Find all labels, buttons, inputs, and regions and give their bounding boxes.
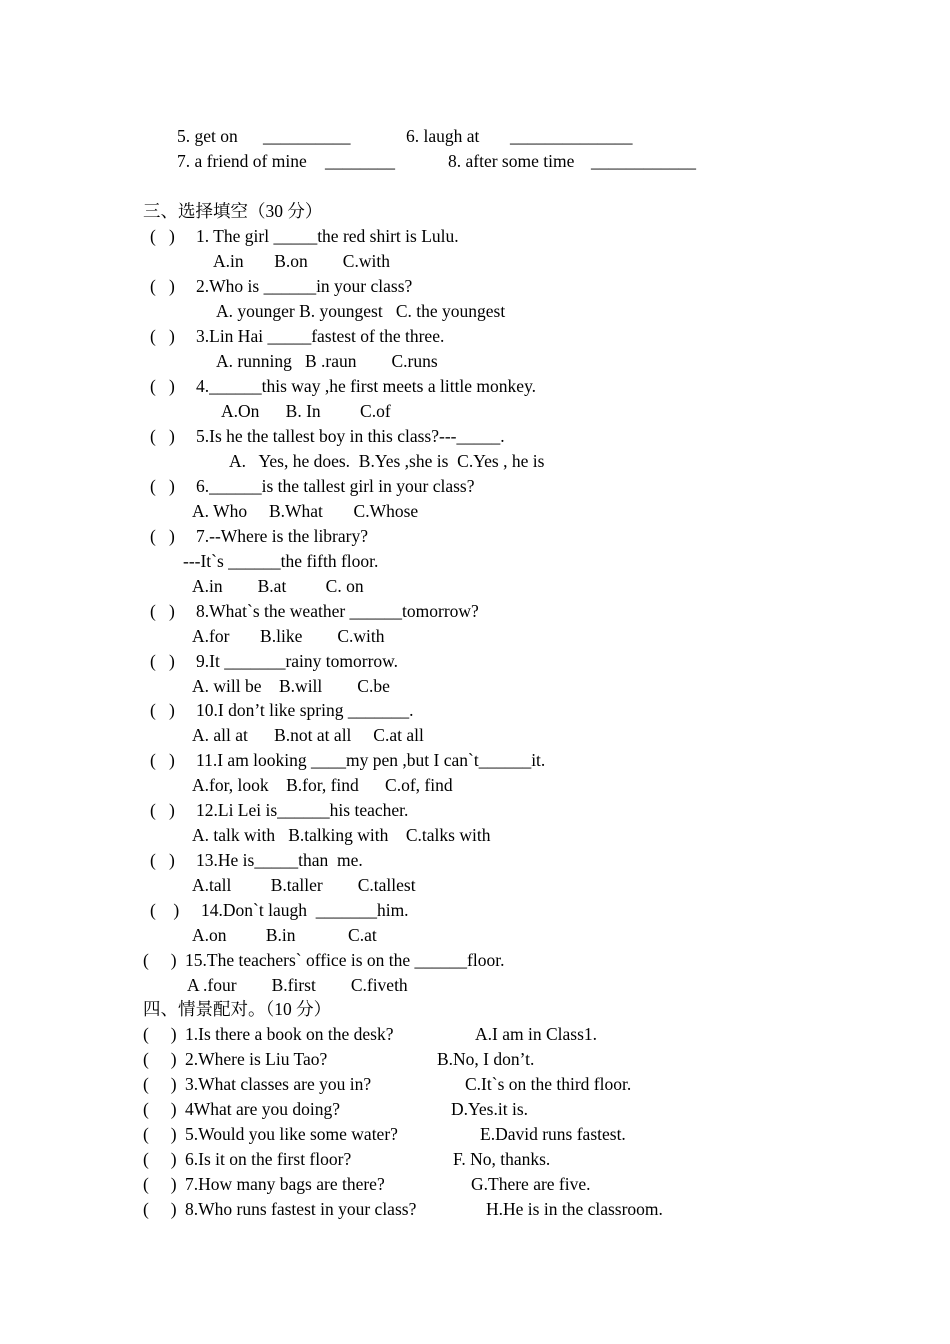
answer-paren: ( ) [143,1049,177,1069]
question-stem: 8.What`s the weather ______tomorrow? [196,601,479,621]
section4-title: 四、情景配对。（10 分） [143,999,332,1019]
question-options: A.in B.on C.with [213,251,390,271]
answer-paren: ( ) [150,476,175,496]
question-continuation: ---It`s ______the fifth floor. [183,551,379,571]
answer-paren: ( ) [143,950,177,970]
question-stem: 1. The girl _____the red shirt is Lulu. [196,226,459,246]
question-options: A. talk with B.talking with C.talks with [192,825,491,845]
match-question: 3.What classes are you in? [185,1074,372,1094]
answer-paren: ( ) [150,850,175,870]
answer-paren: ( ) [150,326,175,346]
match-answer: C.It`s on the third floor. [465,1074,632,1094]
question-stem: 6.______is the tallest girl in your class? [196,476,475,496]
answer-paren: ( ) [150,226,175,246]
question-options: A. all at B.not at all C.at all [192,725,424,745]
answer-paren: ( ) [143,1024,177,1044]
answer-paren: ( ) [143,1074,177,1094]
match-answer: D.Yes.it is. [451,1099,528,1119]
match-answer: F. No, thanks. [453,1149,551,1169]
answer-paren: ( ) [150,426,175,446]
match-answer: B.No, I don’t. [437,1049,535,1069]
answer-paren: ( ) [143,1199,177,1219]
answer-paren: ( ) [150,750,175,770]
question-stem: 12.Li Lei is______his teacher. [196,800,409,820]
question-options: A. Who B.What C.Whose [192,501,419,521]
question-stem: 13.He is_____than me. [196,850,363,870]
question-options: A. Yes, he does. B.Yes ,she is C.Yes , he is [229,451,545,471]
question-options: A.on B.in C.at [192,925,377,945]
answer-paren: ( ) [150,376,175,396]
match-answer: H.He is in the classroom. [486,1199,663,1219]
question-stem: 11.I am looking ____my pen ,but I can`t______it. [196,750,546,770]
phrase-number: 6. [406,126,420,146]
phrase-blank: ______________ [510,126,633,146]
answer-paren: ( ) [150,601,175,621]
question-options: A. will be B.will C.be [192,676,390,696]
answer-paren: ( ) [143,1124,177,1144]
phrase-number: 5. [177,126,191,146]
phrase-5 [177,126,238,146]
match-question: 8.Who runs fastest in your class? [185,1199,417,1219]
match-question: 7.How many bags are there? [185,1174,385,1194]
question-options: A.tall B.taller C.tallest [192,875,416,895]
phrase-6 [406,126,479,146]
question-stem: 5.Is he the tallest boy in this class?---_____. [196,426,505,446]
match-answer: E.David runs fastest. [480,1124,626,1144]
phrase-text: get on [194,126,238,146]
question-stem: 4.______this way ,he first meets a little monkey. [196,376,537,396]
phrase-number: 8. [448,151,462,171]
match-answer: A.I am in Class1. [475,1024,598,1044]
question-options: A.for B.like C.with [192,626,385,646]
section3-title: 三、选择填空（30 分） [143,201,323,221]
match-question: 5.Would you like some water? [185,1124,398,1144]
question-stem: 14.Don`t laugh _______him. [201,900,409,920]
answer-paren: ( ) [150,526,175,546]
answer-paren: ( ) [150,276,175,296]
question-stem: 10.I don’t like spring _______. [196,700,414,720]
question-options: A.On B. In C.of [221,401,391,421]
answer-paren: ( ) [150,900,180,920]
question-options: A. running B .raun C.runs [216,351,438,371]
phrase-text: laugh at [423,126,480,146]
answer-paren: ( ) [143,1174,177,1194]
answer-paren: ( ) [150,651,175,671]
phrase-blank: __________ [263,126,351,146]
match-question: 2.Where is Liu Tao? [185,1049,328,1069]
question-options: A .four B.first C.fiveth [187,975,408,995]
answer-paren: ( ) [150,800,175,820]
phrase-blank: ________ [325,151,395,171]
question-stem: 9.It _______rainy tomorrow. [196,651,399,671]
question-options: A.in B.at C. on [192,576,364,596]
question-stem: 3.Lin Hai _____fastest of the three. [196,326,445,346]
answer-paren: ( ) [150,700,175,720]
answer-paren: ( ) [143,1149,177,1169]
question-stem: 15.The teachers` office is on the ______floor. [185,950,505,970]
answer-paren: ( ) [143,1099,177,1119]
question-stem: 2.Who is ______in your class? [196,276,413,296]
question-options: A.for, look B.for, find C.of, find [192,775,453,795]
question-stem: 7.--Where is the library? [196,526,369,546]
phrase-8 [448,151,574,171]
question-options: A. younger B. youngest C. the youngest [216,301,506,321]
match-question: 6.Is it on the first floor? [185,1149,352,1169]
phrase-7 [177,151,307,171]
phrase-blank: ____________ [591,151,696,171]
phrase-text: after some time [465,151,575,171]
match-question: 4What are you doing? [185,1099,341,1119]
match-question: 1.Is there a book on the desk? [185,1024,394,1044]
phrase-text: a friend of mine [194,151,307,171]
match-answer: G.There are five. [471,1174,591,1194]
phrase-number: 7. [177,151,191,171]
